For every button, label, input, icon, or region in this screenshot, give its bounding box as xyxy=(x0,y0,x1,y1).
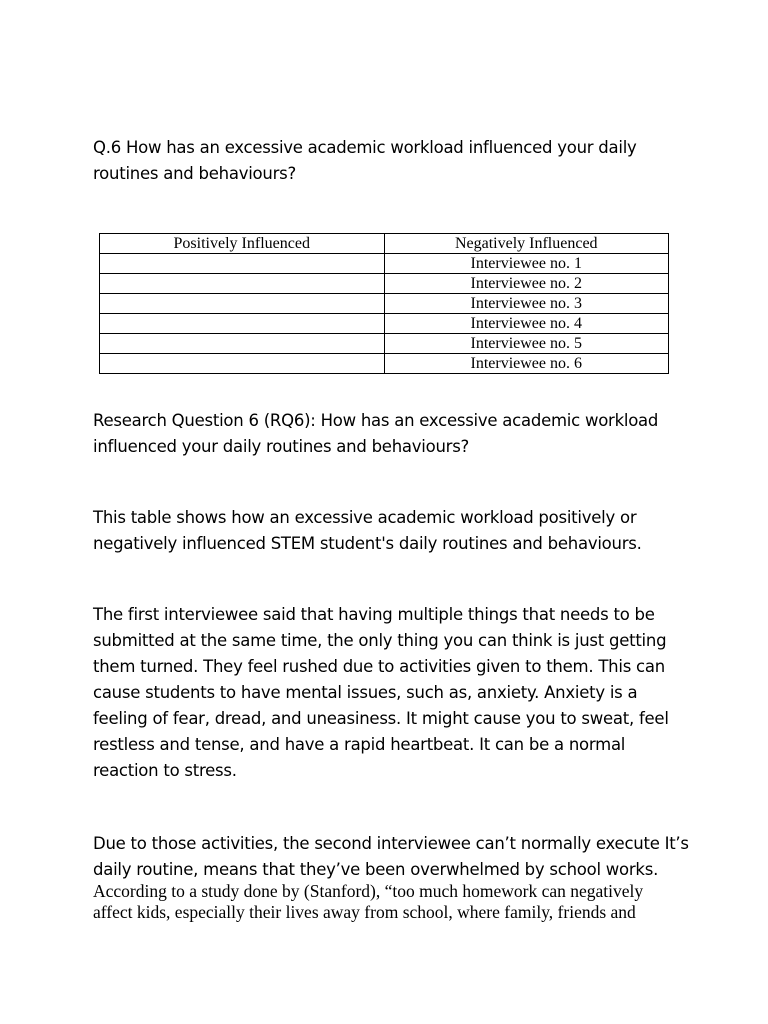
column-header-negative: Negatively Influenced xyxy=(384,234,669,254)
table-cell-negative: Interviewee no. 1 xyxy=(384,254,669,274)
table-cell-positive xyxy=(100,354,385,374)
table-cell-negative: Interviewee no. 3 xyxy=(384,294,669,314)
table-row xyxy=(100,334,669,354)
table-cell-positive xyxy=(100,254,385,274)
second-interviewee-paragraph: Due to those activities, the second interviewee can’t normally execute It’s daily routine, means that they’ve been overwhelmed by school works. xyxy=(93,834,689,879)
table-cell-negative: Interviewee no. 6 xyxy=(384,354,669,374)
table-row xyxy=(100,254,669,274)
stanford-citation-paragraph: According to a study done by (Stanford), “too much homework can negatively affect kids, especially their lives away from school, where family, friends and xyxy=(93,881,644,922)
table-cell-positive xyxy=(100,314,385,334)
table-row xyxy=(100,354,669,374)
table-row xyxy=(100,314,669,334)
table-cell-positive xyxy=(100,274,385,294)
research-question-paragraph: Research Question 6 (RQ6): How has an excessive academic workload influenced your daily routines and behaviours? xyxy=(93,411,659,456)
question-heading: Q.6 How has an excessive academic workload influenced your daily routines and behaviours? xyxy=(93,138,637,183)
first-interviewee-paragraph: The first interviewee said that having multiple things that needs to be submitted at the same time, the only thing you can think is just getting them turned. They feel rushed due to activities given to them. This can cause students to have mental issues, such as, anxiety. Anxiety is a feeling of fear, dread, and uneasiness. It might cause you to sweat, feel restless and tense, and have a rapid heartbeat. It can be a normal reaction to stress. xyxy=(93,605,669,780)
table-cell-negative: Interviewee no. 2 xyxy=(384,274,669,294)
table-cell-negative: Interviewee no. 4 xyxy=(384,314,669,334)
table-cell-negative: Interviewee no. 5 xyxy=(384,334,669,354)
influence-table xyxy=(99,233,669,374)
intro-paragraph: This table shows how an excessive academic workload positively or negatively influenced STEM student's daily routines and behaviours. xyxy=(93,508,642,553)
table-cell-positive xyxy=(100,334,385,354)
table-row xyxy=(100,274,669,294)
column-header-positive: Positively Influenced xyxy=(100,234,385,254)
table-row xyxy=(100,294,669,314)
table-cell-positive xyxy=(100,294,385,314)
table-header-row xyxy=(100,234,669,254)
